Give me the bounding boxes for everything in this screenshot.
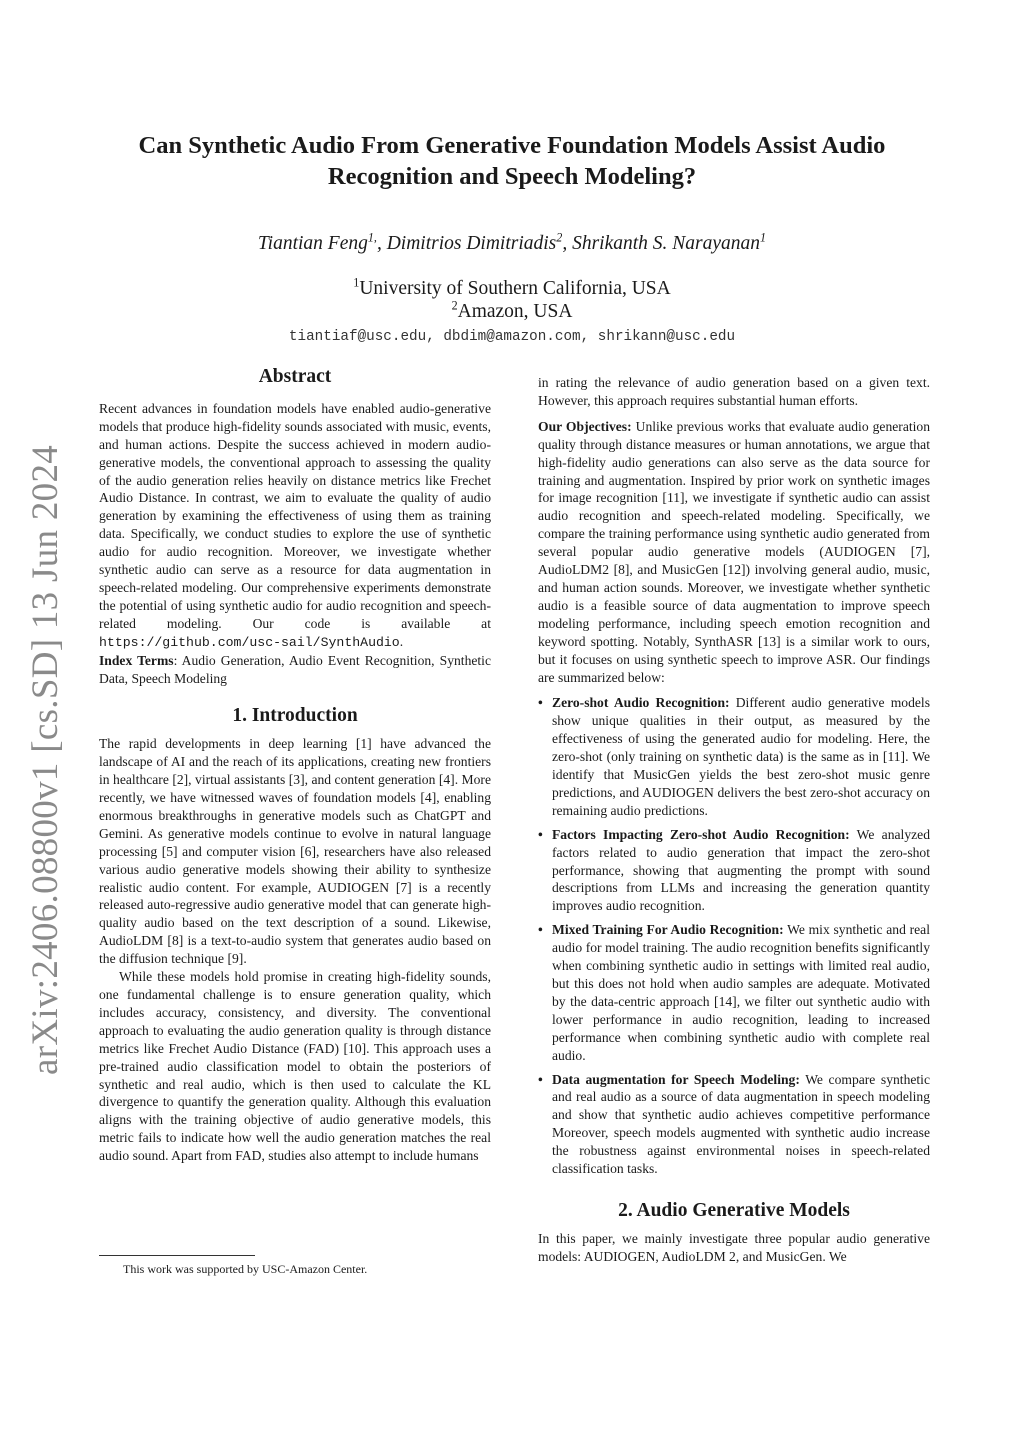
abstract-heading: Abstract: [258, 366, 332, 387]
finding-item: [538, 1071, 930, 1178]
footnote: This work was supported by USC-Amazon Center.: [123, 1262, 368, 1276]
arxiv-identifier: arXiv:2406.08800v1 [cs.SD] 13 Jun 2024: [25, 444, 66, 1075]
affiliation-mark: 2: [451, 298, 458, 313]
intro-continuation: in rating the relevance of audio generation based on a given text. However, this approach requires substantial human efforts.: [538, 375, 930, 408]
finding-text: We compare synthetic and real audio as a source of data augmentation in speech modeling and show that synthetic audio achieves competitive performance Moreover, speech models augmented with synthetic audio increase the robustness against environmental noises in speech-related classification tasks.: [552, 1071, 930, 1177]
author-affil-mark: 1,: [367, 230, 377, 245]
affiliation: [120, 275, 904, 300]
finding-label: Zero-shot Audio Recognition:: [552, 695, 730, 711]
finding-text: We analyzed factors related to audio generation that impact the zero-shot performance, showing that augmenting the prompt with sound descriptions from LLMs and increasing the generation quantity improves audio recognition.: [552, 826, 930, 914]
affiliation-name: University of Southern California, USA: [359, 278, 671, 299]
paper-title: Can Synthetic Audio From Generative Foundation Models Assist Audio Recognition and Speech Modeling?: [138, 132, 886, 190]
finding-text: We mix synthetic and real audio for model training. The audio recognition benefits significantly when combining synthetic audio in settings with limited real audio, but this does not hold when audio samples are adequate. Motivated by the data-centric approach [14], we filter out synthetic audio with lower performance in audio recognition, leading to increased performance when combining synthetic audio with complete real audio.: [552, 922, 930, 1063]
section2-heading: 2. Audio Generative Models: [618, 1199, 850, 1221]
author-list: Tiantian Feng$^{1,}$, Dimitrios Dimitriadis$^2$, Shrikanth S. Narayanan$^1$: [257, 230, 767, 254]
objectives-label: Our Objectives:: [538, 418, 632, 434]
finding-label: Mixed Training For Audio Recognition:: [552, 922, 784, 938]
index-terms: [99, 652, 491, 688]
intro-heading: 1. Introduction: [232, 705, 358, 727]
intro-paragraph-2: While these models hold promise in creating high-fidelity sounds, one fundamental challenge is to ensure generation quality, which includes accuracy, consistency, and diversity. The conventional approach to evaluating the audio generation quality is through distance metrics like Frechet Audio Distance (FAD) [10]. This approach uses a pre-trained audio classification model to obtain the posteriors of synthetic and real audio, which is then used to calculate the KL divergence to quantify the generation quality. Although this evaluation aligns with the training objective of audio generative models, this metric fails to indicate how well the audio generation matches the real audio sound. Apart from FAD, studies also attempt to include humans: [99, 969, 491, 1164]
index-terms-label: Index Terms: [99, 652, 174, 668]
author-name: Dimitrios Dimitriadis: [386, 233, 557, 254]
footnote-rule: [99, 1255, 255, 1256]
author-name: Tiantian Feng: [257, 233, 368, 254]
finding-text: Different audio generative models show unique qualities in their output, as measured by the effectiveness of using the generated audio for modeling. Here, the zero-shot (only training on synthetic data) is the same as in [11]. We identify that MusicGen yields the best zero-shot music genre predictions, and AUDIOGEN delivers the best zero-shot accuracy on remaining audio predictions.: [552, 695, 930, 818]
finding-item: [538, 921, 930, 1064]
finding-label: Factors Impacting Zero-shot Audio Recognition:: [552, 826, 850, 842]
author-affil-mark: 1: [760, 230, 767, 245]
affiliation-name: Amazon, USA: [457, 301, 573, 322]
author-name: Shrikanth S. Narayanan: [572, 233, 761, 254]
code-link[interactable]: https://github.com/usc-sail/SynthAudio: [99, 634, 400, 650]
finding-item: [538, 826, 930, 916]
author-emails: tiantiaf@usc.edu, dbdim@amazon.com, shrikann@usc.edu: [288, 329, 736, 345]
index-terms-text: : Audio Generation, Audio Event Recognition, Synthetic Data, Speech Modeling: [99, 652, 491, 686]
abstract-body: Recent advances in foundation models have enabled audio-generative models that produce high-fidelity sounds associated with music, events, and human actions. Despite the success achieved in modern audio-generative models, the conventional approach to assessing the quality of the audio generation relies heavily on distance metrics like Frechet Audio Distance. In contrast, we aim to evaluate the quality of audio generation by examining the effectiveness of using them as training data. Specifically, we conduct studies to explore the use of synthetic audio for audio recognition. Moreover, we investigate whether synthetic audio can serve as a resource for data augmentation in speech-related modeling. Our comprehensive experiments demonstrate the potential of using synthetic audio for audio recognition and speech-related modeling. Our code is available at: [99, 400, 491, 631]
affiliation: [120, 298, 904, 323]
intro-paragraph-1: The rapid developments in deep learning [1] have advanced the landscape of AI and the reach of its applications, creating new frontiers in healthcare [2], virtual assistants [3], and content generation [4]. More recently, we have witnessed waves of foundation models [4], enabling enormous breakthroughs in generative models such as ChatGPT and Gemini. As generative models continue to evolve in natural language processing [5] and computer vision [6], researchers have also released various audio generative models showing their ability to synthesize realistic audio content. For example, AUDIOGEN [7] is a recently released auto-regressive audio generative model that can generate high-quality audio based on the text description of a sound. Likewise, AudioLDM [8] is a text-to-audio system that generates audio based on the diffusion technique [9].: [99, 736, 491, 967]
left-column: [99, 368, 491, 1165]
objectives-paragraph: [538, 418, 930, 687]
affiliation-mark: 1: [353, 275, 360, 290]
author-affil-mark: 2: [556, 230, 563, 245]
section2-text: In this paper, we mainly investigate three popular audio generative models: AUDIOGEN, AudioLDM 2, and MusicGen. We: [538, 1230, 930, 1264]
objectives-text: Unlike previous works that evaluate audio generation quality through distance measures or human annotations, we argue that high-fidelity audio generations can also serve as the data source for training and augmentation. Inspired by prior work on synthetic images for image recognition [11], we investigate if synthetic audio can assist audio recognition and speech-related modeling. Specifically, we compare the training performance using synthetic audio generated from several popular audio generative models (AUDIOGEN [7], AudioLDM2 [8], and MusicGen [12]) involving general audio, music, and human action sounds. Moreover, we investigate whether synthetic audio is a feasible source of data augmentation to improve speech modeling performance, including speech emotion recognition and keyword spotting. Notably, SynthASR [13] is a similar work to ours, but it focuses on using synthetic speech to improve ASR. Our findings are summarized below:: [538, 418, 930, 685]
abstract-end: .: [399, 633, 404, 649]
finding-label: Data augmentation for Speech Modeling:: [552, 1071, 800, 1087]
finding-item: [538, 694, 930, 819]
abstract-text: [99, 400, 491, 652]
right-column: [538, 374, 930, 1266]
findings-list: [538, 694, 930, 1178]
